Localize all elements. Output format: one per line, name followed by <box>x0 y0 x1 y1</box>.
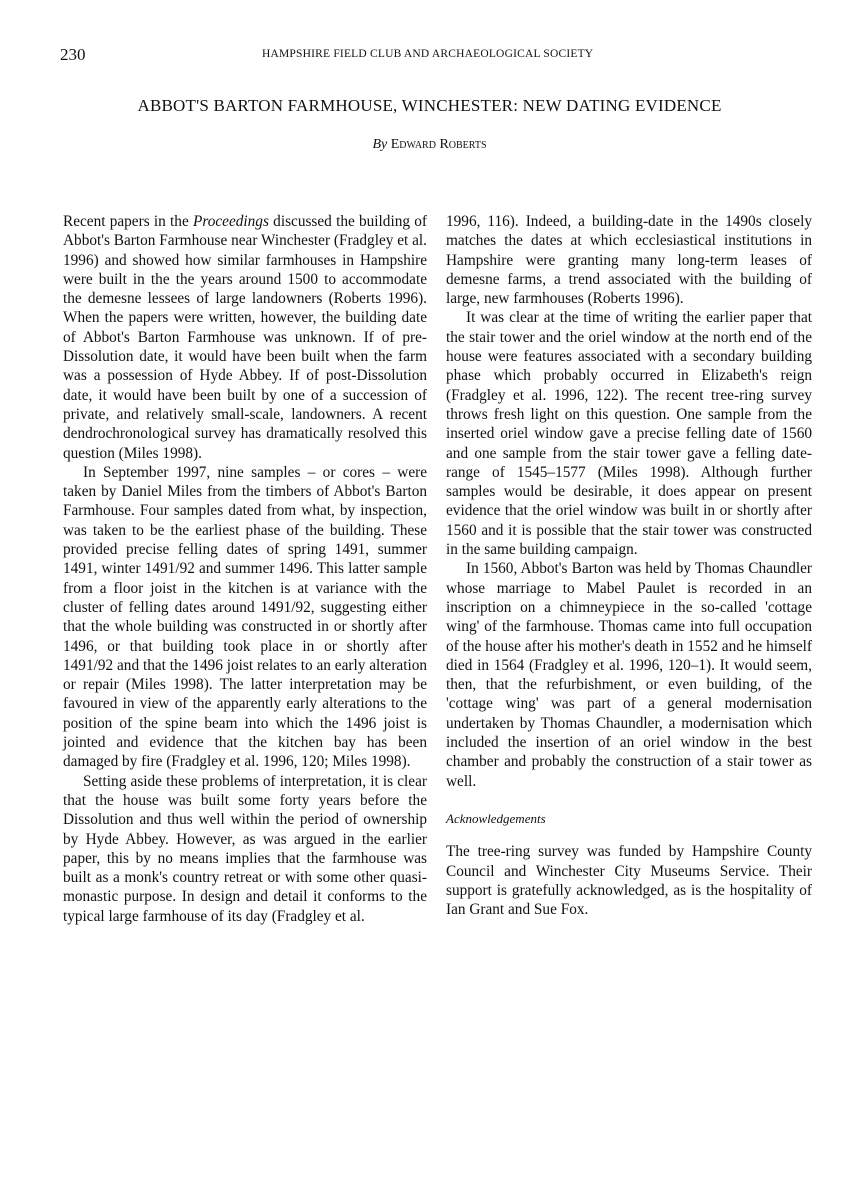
paragraph-intro-b: discussed the building of Abbot's Barton Farmhouse near Winchester (Fradgley et al. 1996) and showed how similar farmhouses in Hampshire were built in the the years around 1500 to accommodate the demesne lessees of large landowners (Roberts 1996). When the papers were written, however, the building date of Abbot's Barton Farmhouse was unknown. If of pre-Dissolution date, it would have been built when the farm was a possession of Hyde Abbey. If of post-Dissolution date, it would have been built by one of a succession of private, and relatively small-scale, landowners. A recent dendrochronological survey has dramatically resolved this question (Miles 1998). <box>63 213 428 462</box>
page-number: 230 <box>60 45 86 64</box>
journal-title: Proceedings <box>193 213 269 230</box>
paragraph-chaundler: In 1560, Abbot's Barton was held by Thomas Chaundler whose marriage to Mabel Paulet is recorded in an inscription on a chimneypiece in the so-called 'cottage wing' of the farmhouse. Thomas came into full occupation of the house after his mother's death in 1552 and he himself died in 1564 (Fradgley et al. 1996, 120–1). It would seem, then, that the refurbishment, or even building, of the 'cottage wing' was part of a general modernisation undertaken by Thomas Chaundler, a modernisation which included the insertion of an oriel window in the best chamber and probably the construction of a stair tower as well. <box>446 560 812 790</box>
acknowledgements-body: The tree-ring survey was funded by Hampshire County Council and Winchester City Museums Service. Their support is gratefully acknowledged, as is the hospitality of Ian Grant and Sue Fox. <box>446 843 812 919</box>
left-column <box>63 212 427 926</box>
paragraph-continuation: 1996, 116). Indeed, a building-date in the 1490s closely matches the dates at which ecclesiastical institutions in Hampshire were granting many long-term leases of demesne farms, a trend associated with the building of large, new farmhouses (Roberts 1996). <box>446 213 812 308</box>
paragraph-intro-a: Recent papers in the <box>63 213 194 230</box>
byline-author: Edward Roberts <box>390 137 487 152</box>
article-title: ABBOT'S BARTON FARMHOUSE, WINCHESTER: NEW DATING EVIDENCE <box>137 96 722 115</box>
paragraph-intro <box>63 212 427 463</box>
paragraph-samples: In September 1997, nine samples – or cores – were taken by Daniel Miles from the timbers of Abbot's Barton Farmhouse. Four samples dated from what, by inspection, was taken to be the earliest phase of the building. These provided precise felling dates of spring 1491, summer 1491, winter 1491/92 and summer 1496. This latter sample from a floor joist in the kitchen is at variance with the cluster of felling dates around 1491/92, suggesting either that the whole building was constructed in or shortly after 1496, or that building took place in or shortly after 1491/92 and that the 1496 joist relates to an early alteration or repair (Miles 1998). The latter interpretation may be favoured in view of the apparently early alterations to the position of the spine beam into which the 1496 joist is jointed and evidence that the kitchen bay has been damaged by fire (Fradgley et al. 1996, 120; Miles 1998). <box>63 463 427 771</box>
paragraph-interpretation: Setting aside these problems of interpretation, it is clear that the house was built some forty years before the Dissolution and thus well within the period of ownership by Hyde Abbey. However, as was argued in the earlier paper, this by no means implies that the farmhouse was built as a monk's country retreat or with some other quasi-monastic purpose. In design and detail it conforms to the typical large farmhouse of its day (Fradgley et al. <box>63 772 427 925</box>
byline-by: By <box>372 137 388 152</box>
running-head: HAMPSHIRE FIELD CLUB AND ARCHAEOLOGICAL SOCIETY <box>262 48 594 60</box>
acknowledgements-heading: Acknowledgements <box>446 810 546 826</box>
byline <box>0 137 859 153</box>
paragraph-stair-tower: It was clear at the time of writing the earlier paper that the stair tower and the oriel window at the north end of the house were features associated with a secondary building phase which probably occurred in Elizabeth's reign (Fradgley et al. 1996, 122). The recent tree-ring survey throws fresh light on this question. One sample from the inserted oriel window gave a precise felling date of 1560 and one sample from the stair tower gave a felling date-range of 1545–1577 (Miles 1998). Although further samples would be desirable, it does appear on present evidence that the oriel window was built in or shortly after 1560 and it is possible that the stair tower was constructed in the same building campaign. <box>446 309 812 559</box>
right-column <box>446 212 812 919</box>
